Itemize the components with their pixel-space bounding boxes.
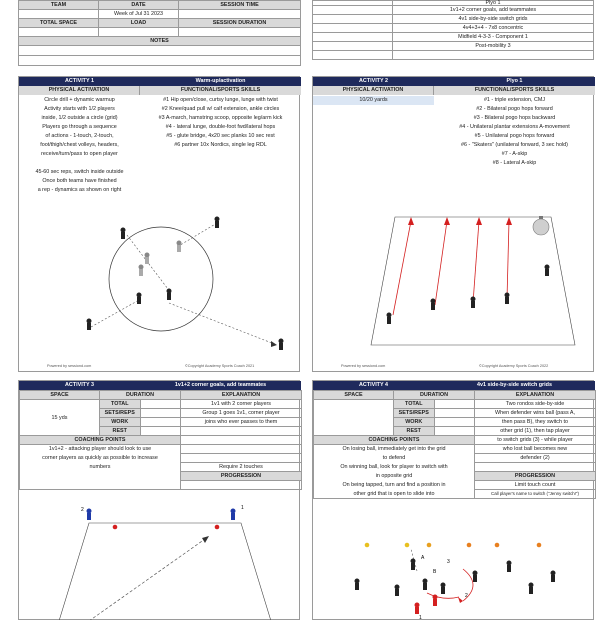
plan-item-1: 1v1+2 corner goals, add teammates bbox=[393, 6, 594, 15]
activity-3-table bbox=[19, 390, 302, 490]
text-line: a rep - dynamics as shown on right bbox=[37, 187, 122, 193]
text-line: Players go through a sequence bbox=[42, 124, 117, 130]
activity-4-table bbox=[313, 390, 596, 499]
row-work: WORK bbox=[394, 418, 435, 427]
row-rest: REST bbox=[394, 427, 435, 436]
load-value bbox=[99, 28, 179, 37]
diagram-label-b: B bbox=[433, 569, 437, 575]
coaching-line: to defend bbox=[314, 454, 475, 463]
activity-2-physical-value: 10/20 yards bbox=[313, 96, 434, 105]
text-line: #8 - Lateral A-skip bbox=[492, 160, 537, 166]
diagram-label-3: 3 bbox=[447, 559, 450, 565]
space-label: SPACE bbox=[20, 391, 100, 400]
session-plan-list bbox=[312, 0, 594, 60]
plan-item-2: 4v1 side-by-side switch grids bbox=[393, 15, 594, 24]
plan-blank bbox=[313, 51, 393, 60]
activity-1-col2-header: FUNCTIONAL/SPORTS SKILLS bbox=[140, 86, 301, 95]
activity-2-footer-left: Powered by sessiond.com bbox=[341, 364, 386, 368]
activity-2-skills-text bbox=[434, 96, 595, 168]
explanation-line: defender (2) bbox=[475, 454, 596, 463]
coaching-label: COACHING POINTS bbox=[20, 436, 181, 445]
activity-3-diagram bbox=[19, 501, 301, 620]
activity-1-footer-right: ©Copyright Academy Sports Coach 2021 bbox=[185, 364, 255, 368]
total-space-value bbox=[19, 28, 99, 37]
duration-label: DURATION bbox=[100, 391, 181, 400]
explanation-blank bbox=[181, 454, 302, 463]
explanation-label: EXPLANATION bbox=[181, 391, 302, 400]
explanation-line: When defender wins ball (pass A, bbox=[475, 409, 596, 418]
row-total: TOTAL bbox=[394, 400, 435, 409]
space-value: 15 yds bbox=[20, 400, 100, 436]
explanation-blank bbox=[181, 436, 302, 445]
diagram-label-2: 2 bbox=[465, 593, 468, 599]
explanation-extra: Require 2 touches bbox=[181, 463, 302, 472]
coaching-blank bbox=[20, 481, 181, 490]
total-value bbox=[140, 400, 181, 409]
activity-3-name: 1v1+2 corner goals, add teammates bbox=[140, 381, 301, 390]
activity-1-skills-text bbox=[140, 96, 301, 150]
row-sets: SETS/REPS bbox=[100, 409, 141, 418]
date-value: Week of Jul 31 2023 bbox=[99, 10, 179, 19]
text-spacer bbox=[19, 159, 140, 168]
team-label: TEAM bbox=[19, 1, 99, 10]
sets-value bbox=[434, 409, 475, 418]
text-line: #3 A-march, hamstring scoop, opposite leg/arm kick bbox=[158, 115, 283, 121]
rest-value bbox=[140, 427, 181, 436]
diagram-label-1: 1 bbox=[419, 615, 422, 620]
plan-blank bbox=[313, 42, 393, 51]
row-rest: REST bbox=[100, 427, 141, 436]
activity-2-footer-right: ©Copyright Academy Sports Coach 2022 bbox=[479, 364, 549, 368]
activity-1-col1-header: PHYSICAL ACTIVATION bbox=[19, 86, 140, 95]
plan-item-5: Post-mobility 3 bbox=[393, 42, 594, 51]
activity-3-card bbox=[18, 380, 300, 620]
plan-blank bbox=[313, 6, 393, 15]
text-line: #1 Hip open/close, curtsy lunge, lunge with twist bbox=[163, 97, 278, 103]
text-line: foot/thigh/chest volleys, headers, bbox=[40, 142, 119, 148]
total-space-label: TOTAL SPACE bbox=[19, 19, 99, 28]
duration-label: DURATION bbox=[394, 391, 475, 400]
coaching-line: in opposite grid bbox=[314, 472, 475, 481]
explanation-line: 1v1 with 2 corner players bbox=[181, 400, 302, 409]
text-line: receive/turn/pass to open player bbox=[41, 151, 118, 157]
explanation-line: then pass B), they switch to bbox=[475, 418, 596, 427]
explanation-line: Two rondos side-by-side bbox=[475, 400, 596, 409]
plan-blank bbox=[313, 24, 393, 33]
text-line: #6 - "Skaters" (unilateral forward, 3 sec hold) bbox=[461, 142, 568, 148]
text-line: #1 - triple extension, CMJ bbox=[483, 97, 546, 103]
activity-2-name: Plyo 1 bbox=[434, 77, 595, 86]
session-info-table bbox=[18, 0, 300, 68]
coaching-line: On winning ball, look for player to switch with bbox=[314, 463, 475, 472]
diagram-label-a: A bbox=[421, 555, 425, 561]
coaching-line: other grid that is open to slide into bbox=[314, 490, 475, 499]
notes-line bbox=[19, 56, 301, 66]
date-label: DATE bbox=[99, 1, 179, 10]
row-work: WORK bbox=[100, 418, 141, 427]
explanation-blank bbox=[181, 445, 302, 454]
text-line: #2 - Bilateral pogo hops forward bbox=[476, 106, 553, 112]
coaching-label: COACHING POINTS bbox=[314, 436, 475, 445]
total-value bbox=[434, 400, 475, 409]
explanation-line: Group 1 goes 1v1, corner player bbox=[181, 409, 302, 418]
coaching-line: corner players as quickly as possible to increase bbox=[20, 454, 181, 463]
explanation-line: other grid (1), then tap player bbox=[475, 427, 596, 436]
text-line: #5 - glute bridge, 4x20 sec planks 10 sec rest bbox=[166, 133, 275, 139]
coaching-line: On losing ball, immediately get into the grid bbox=[314, 445, 475, 454]
coaching-line: 1v1+2 - attacking player should look to use bbox=[20, 445, 181, 454]
plan-item-empty bbox=[393, 51, 594, 60]
explanation-line: who lost ball becomes new bbox=[475, 445, 596, 454]
svg-text:1: 1 bbox=[241, 505, 244, 511]
activity-1-diagram bbox=[19, 195, 301, 373]
space-value bbox=[314, 400, 394, 436]
progression-line: Limit touch count bbox=[475, 481, 596, 490]
text-line: #6 partner 10x Nordics, single leg RDL bbox=[174, 142, 267, 148]
row-sets: SETS/REPS bbox=[394, 409, 435, 418]
activity-4-number: ACTIVITY 4 bbox=[313, 381, 434, 390]
text-line: inside, 1/2 outside a circle (grid) bbox=[41, 115, 118, 121]
row-total: TOTAL bbox=[100, 400, 141, 409]
activity-2-diagram bbox=[313, 195, 595, 373]
plan-blank bbox=[313, 15, 393, 24]
text-line: #5 - Unilateral pogo hops forward bbox=[474, 133, 555, 139]
text-line: 45-60 sec reps, switch inside outside bbox=[35, 169, 124, 175]
activity-4-name: 4v1 side-by-side switch grids bbox=[434, 381, 595, 390]
text-line: #4 - lateral lunge, double-foot fwd/lateral hops bbox=[165, 124, 276, 130]
explanation-line: to switch grids (3) - while player bbox=[475, 436, 596, 445]
notes-value bbox=[19, 46, 301, 56]
team-value bbox=[19, 10, 99, 19]
progression-line: Call player's name to switch ("Jenny switch!") bbox=[475, 490, 596, 499]
rest-value bbox=[434, 427, 475, 436]
activity-1-physical-text bbox=[19, 96, 140, 195]
session-duration-value bbox=[179, 28, 301, 37]
sets-value bbox=[140, 409, 181, 418]
text-line: #7 - A-skip bbox=[501, 151, 528, 157]
session-time-label: SESSION TIME bbox=[179, 1, 301, 10]
plan-item-0: Plyo 1 bbox=[393, 1, 594, 6]
text-line: #4 - Unilateral plantar extensions A-movement bbox=[459, 124, 570, 130]
activity-2-card bbox=[312, 76, 594, 372]
activity-2-col1-header: PHYSICAL ACTIVATION bbox=[313, 86, 434, 95]
text-line: Activity starts with 1/2 players bbox=[44, 106, 115, 112]
coaching-line: On being tapped, turn and find a position in bbox=[314, 481, 475, 490]
activity-4-card bbox=[312, 380, 594, 620]
explanation-blank bbox=[475, 463, 596, 472]
activity-2-col2-header: FUNCTIONAL/SPORTS SKILLS bbox=[434, 86, 595, 95]
activity-1-footer-left: Powered by sessiond.com bbox=[47, 364, 92, 368]
plan-blank bbox=[313, 33, 393, 42]
activity-2-number: ACTIVITY 2 bbox=[313, 77, 434, 86]
progression-label: PROGRESSION bbox=[475, 472, 596, 481]
activity-4-diagram bbox=[313, 501, 595, 620]
explanation-label: EXPLANATION bbox=[475, 391, 596, 400]
explanation-blank bbox=[181, 427, 302, 436]
svg-text:2: 2 bbox=[81, 507, 84, 513]
coaching-blank bbox=[20, 472, 181, 481]
progression-label: PROGRESSION bbox=[181, 472, 302, 481]
space-label: SPACE bbox=[314, 391, 394, 400]
text-line: #2 Knee/quad pull w/ calf extension, ankle circles bbox=[161, 106, 280, 112]
text-line: Circle drill + dynamic warmup bbox=[44, 97, 115, 103]
work-value bbox=[434, 418, 475, 427]
notes-label: NOTES bbox=[19, 37, 301, 46]
session-time-value bbox=[179, 10, 301, 19]
text-line: of actions - 1-touch, 2-touch, bbox=[45, 133, 114, 139]
activity-1-name: Warm-up/activation bbox=[140, 77, 301, 86]
activity-1-card bbox=[18, 76, 300, 372]
progression-value bbox=[181, 481, 302, 490]
load-label: LOAD bbox=[99, 19, 179, 28]
activity-3-number: ACTIVITY 3 bbox=[19, 381, 140, 390]
work-value bbox=[140, 418, 181, 427]
text-line: Once both teams have finished bbox=[42, 178, 117, 184]
explanation-line: joins who ever passes to them bbox=[181, 418, 302, 427]
plan-item-3: 4v4+3+4 - 7x8 concentric bbox=[393, 24, 594, 33]
activity-1-number: ACTIVITY 1 bbox=[19, 77, 140, 86]
session-duration-label: SESSION DURATION bbox=[179, 19, 301, 28]
plan-item-4: Midfield 4-3-3 - Component 1 bbox=[393, 33, 594, 42]
coaching-line: numbers bbox=[20, 463, 181, 472]
text-line: #3 - Bilateral pogo hops backward bbox=[473, 115, 556, 121]
